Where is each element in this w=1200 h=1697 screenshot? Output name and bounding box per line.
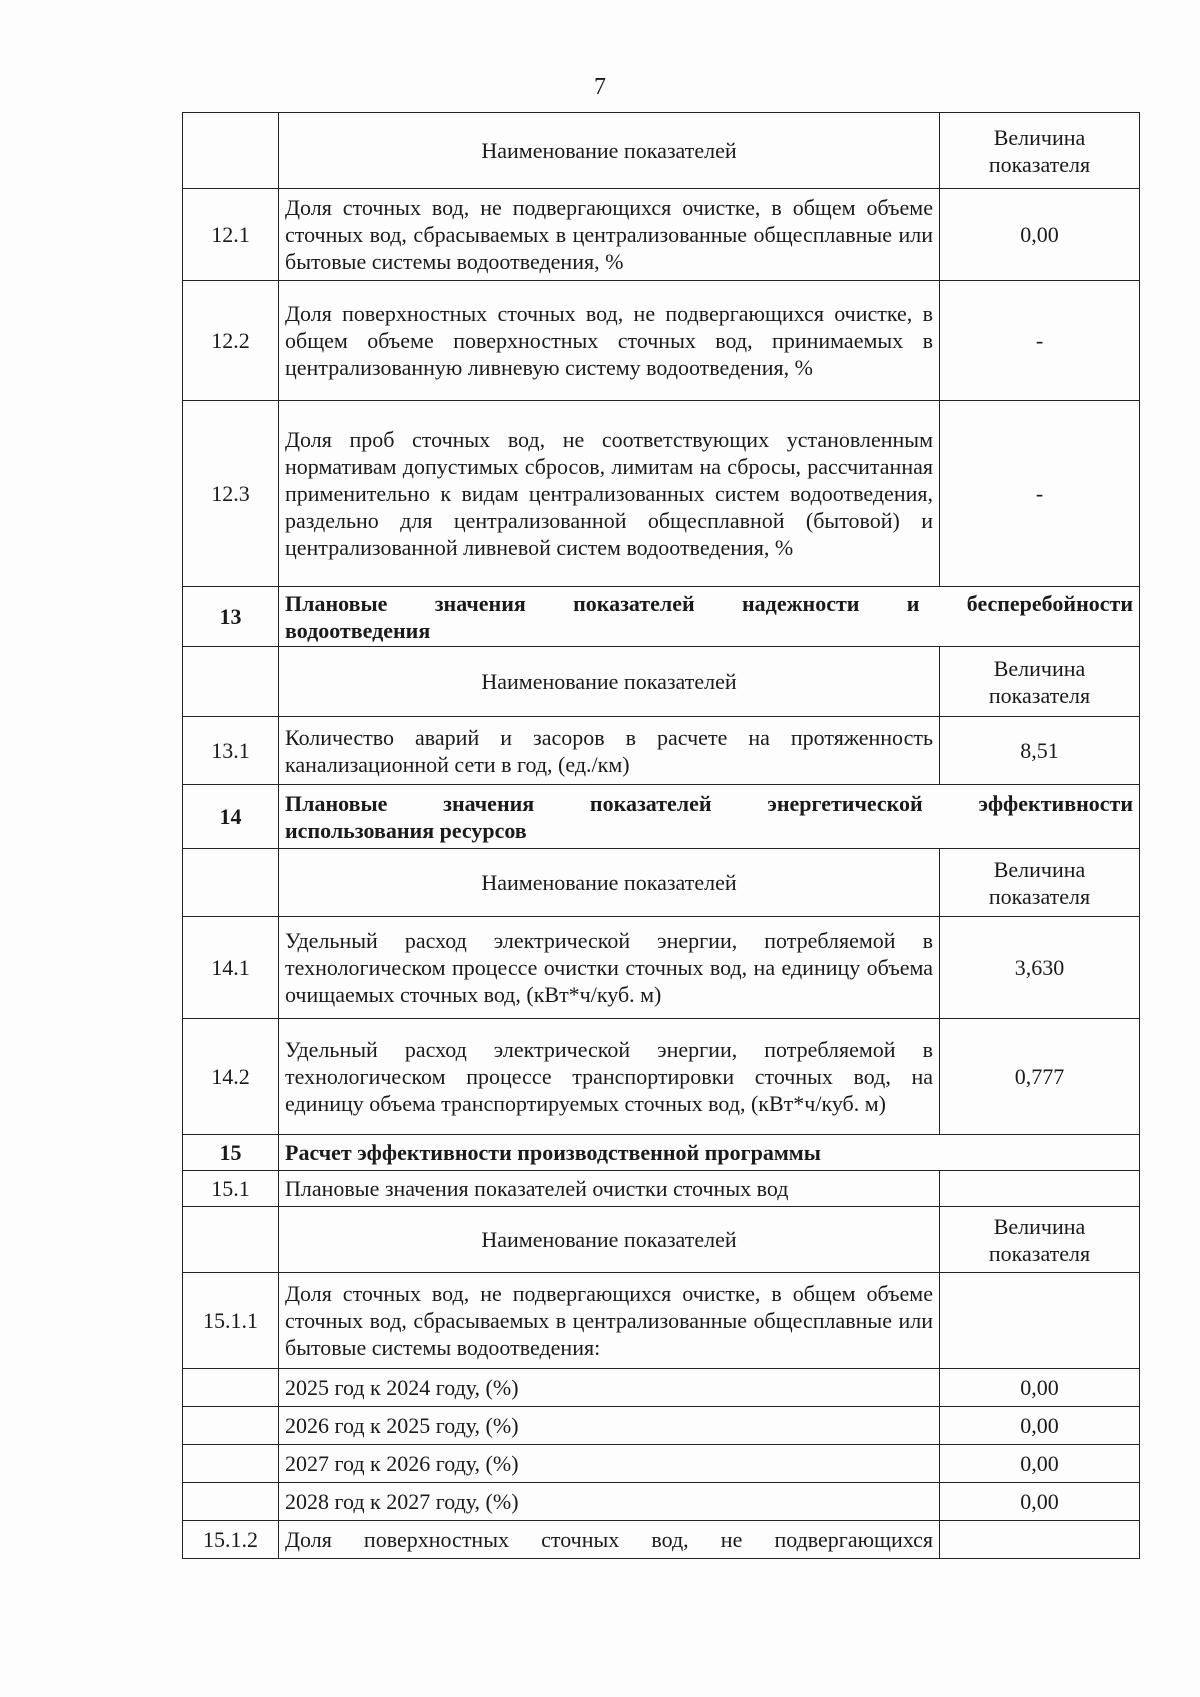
header-num-cell <box>183 113 279 189</box>
header-value: Величина показателя <box>940 647 1140 717</box>
section-number: 15 <box>183 1135 279 1171</box>
table-header-row <box>183 647 1140 717</box>
section-title: Расчет эффективности производственной программы <box>279 1135 1140 1171</box>
table-row <box>183 281 1140 401</box>
section-number: 14 <box>183 785 279 849</box>
year-row <box>183 1483 1140 1521</box>
header-num-cell <box>183 647 279 717</box>
section-title-line2: использования ресурсов <box>285 817 527 843</box>
row-text: Доля сточных вод, не подвергающихся очистке, в общем объеме сточных вод, сбрасываемых в централизованные общесплавные или бытовые системы водоотведения: <box>279 1273 940 1369</box>
header-num-cell <box>183 849 279 917</box>
row-text: Удельный расход электрической энергии, потребляемой в технологическом процессе очистки сточных вод, на единицу объема очищаемых сточных вод, (кВт*ч/куб. м) <box>279 917 940 1019</box>
header-num-cell <box>183 1207 279 1273</box>
row-number: 14.1 <box>183 917 279 1019</box>
header-name: Наименование показателей <box>279 849 940 917</box>
header-name: Наименование показателей <box>279 1207 940 1273</box>
row-text: Доля поверхностных сточных вод, не подвергающихся очистке, в общем объеме поверхностных сточных вод, принимаемых в централизованную ливневую систему водоотведения, % <box>279 281 940 401</box>
row-number: 13.1 <box>183 717 279 785</box>
row-text: Удельный расход электрической энергии, потребляемой в технологическом процессе транспортировки сточных вод, на единицу объема транспортируемых сточных вод, (кВт*ч/куб. м) <box>279 1019 940 1135</box>
year-label: 2028 год к 2027 году, (%) <box>279 1483 940 1521</box>
year-row <box>183 1445 1140 1483</box>
header-name: Наименование показателей <box>279 113 940 189</box>
row-text: Количество аварий и засоров в расчете на протяженность канализационной сети в год, (ед./км) <box>279 717 940 785</box>
section-row <box>183 1135 1140 1171</box>
row-value: - <box>940 401 1140 587</box>
section-row <box>183 785 1140 849</box>
year-value: 0,00 <box>940 1407 1140 1445</box>
section-number: 13 <box>183 587 279 647</box>
row-value: 8,51 <box>940 717 1140 785</box>
row-value <box>940 1521 1140 1559</box>
table-row <box>183 1171 1140 1207</box>
table-row <box>183 917 1140 1019</box>
section-title-line1: Плановые значения показателей энергетической эффективности <box>285 790 1133 816</box>
row-number: 12.2 <box>183 281 279 401</box>
row-text: Доля проб сточных вод, не соответствующих установленным нормативам допустимых сбросов, лимитам на сбросы, рассчитанная применительно к видам централизованных систем водоотведения, раздельно для централизованной общесплавной (бытовой) и централизованной ливневой систем водоотведения, % <box>279 401 940 587</box>
row-value <box>940 1273 1140 1369</box>
year-label: 2025 год к 2024 году, (%) <box>279 1369 940 1407</box>
row-number: 12.1 <box>183 189 279 281</box>
header-value: Величина показателя <box>940 849 1140 917</box>
row-text: Доля поверхностных сточных вод, не подвергающихся <box>279 1521 940 1559</box>
row-number <box>183 1483 279 1521</box>
row-number: 14.2 <box>183 1019 279 1135</box>
row-number <box>183 1369 279 1407</box>
table-row <box>183 717 1140 785</box>
year-label: 2026 год к 2025 году, (%) <box>279 1407 940 1445</box>
row-value: 0,777 <box>940 1019 1140 1135</box>
row-number: 12.3 <box>183 401 279 587</box>
table-row <box>183 1521 1140 1559</box>
section-title <box>279 587 1140 647</box>
section-title-line2: водоотведения <box>285 617 431 643</box>
table-row <box>183 189 1140 281</box>
table-header-row <box>183 1207 1140 1273</box>
row-number: 15.1.1 <box>183 1273 279 1369</box>
year-value: 0,00 <box>940 1369 1140 1407</box>
row-value: - <box>940 281 1140 401</box>
section-title <box>279 785 1140 849</box>
row-value: 0,00 <box>940 189 1140 281</box>
row-text: Доля сточных вод, не подвергающихся очистке, в общем объеме сточных вод, сбрасываемых в централизованные общесплавные или бытовые системы водоотведения, % <box>279 189 940 281</box>
year-row <box>183 1407 1140 1445</box>
header-name: Наименование показателей <box>279 647 940 717</box>
row-text: Плановые значения показателей очистки сточных вод <box>279 1171 940 1207</box>
section-title-line1: Плановые значения показателей надежности и бесперебойности <box>285 590 1133 616</box>
page-number: 7 <box>594 74 606 100</box>
table-row <box>183 1019 1140 1135</box>
header-value: Величина показателя <box>940 113 1140 189</box>
row-value <box>940 1171 1140 1207</box>
row-number <box>183 1445 279 1483</box>
year-value: 0,00 <box>940 1483 1140 1521</box>
row-number: 15.1 <box>183 1171 279 1207</box>
row-value: 3,630 <box>940 917 1140 1019</box>
row-number <box>183 1407 279 1445</box>
year-label: 2027 год к 2026 году, (%) <box>279 1445 940 1483</box>
section-row <box>183 587 1140 647</box>
year-value: 0,00 <box>940 1445 1140 1483</box>
indicators-table <box>182 112 1140 1559</box>
header-value: Величина показателя <box>940 1207 1140 1273</box>
row-number: 15.1.2 <box>183 1521 279 1559</box>
table-row <box>183 1273 1140 1369</box>
table-row <box>183 401 1140 587</box>
table-header-row <box>183 849 1140 917</box>
table-header-row <box>183 113 1140 189</box>
year-row <box>183 1369 1140 1407</box>
